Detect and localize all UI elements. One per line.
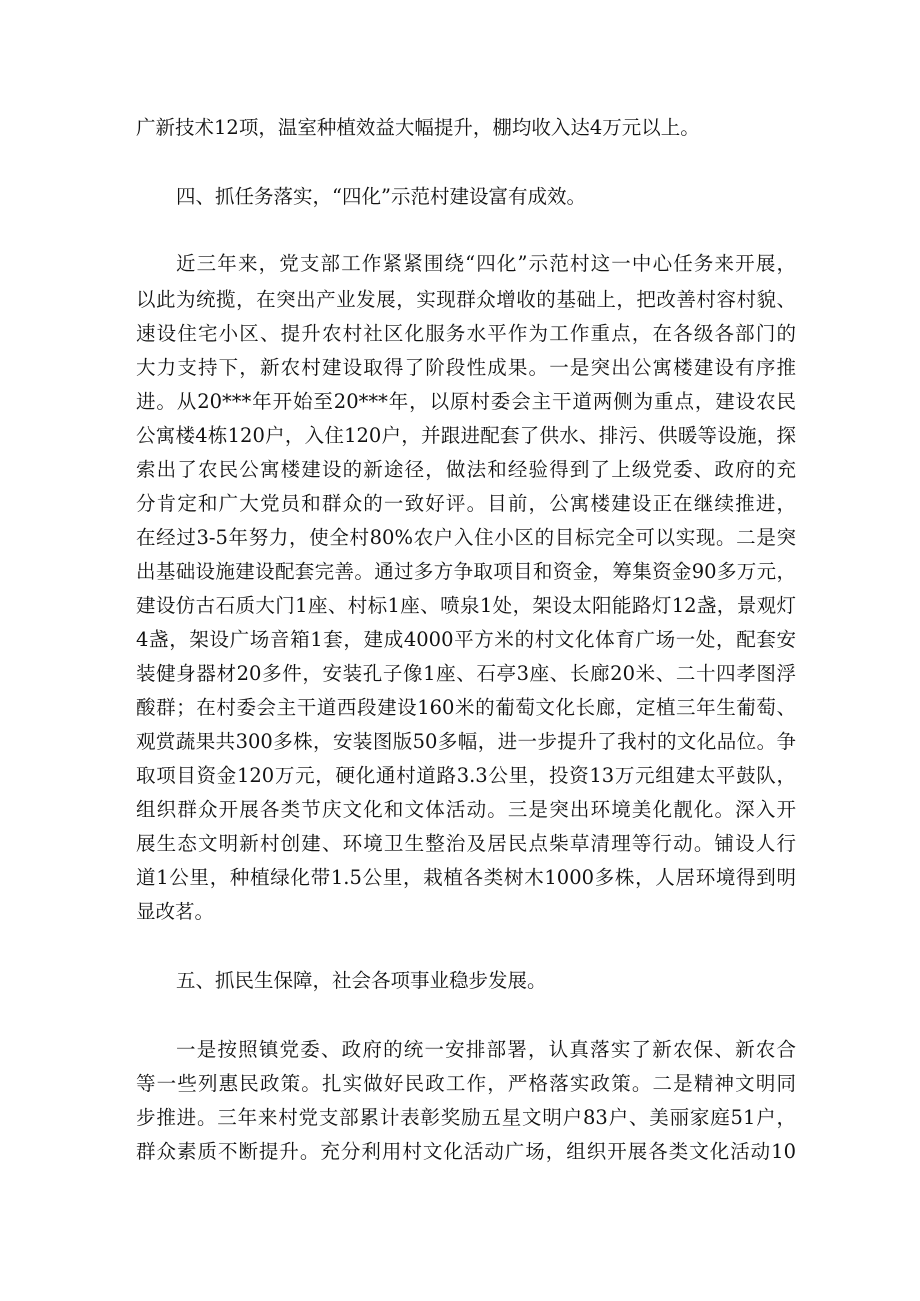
section-heading-5: 五、抓民生保障，社会各项事业稳步发展。 [176,969,547,992]
body-text-line: 在经过3-5年努力，使全村80%农户入住小区的目标完全可以实现。二是突 [136,526,796,549]
section-heading-4: 四、抓任务落实，“四化”示范村建设富有成效。 [176,185,586,208]
body-text-line: 等一些列惠民政策。扎实做好民政工作，严格落实政策。二是精神文明同 [136,1072,796,1095]
body-text-line: 分肯定和广大党员和群众的一致好评。目前，公寓楼建设正在继续推进， [136,492,796,515]
body-text-line: 以此为统揽，在突出产业发展，实现群众增收的基础上，把改善村容村貌、 [136,288,796,311]
body-text-line: 索出了农民公寓楼建设的新途径，做法和经验得到了上级党委、政府的充 [136,458,796,481]
body-text-line: 一是按照镇党委、政府的统一安排部署，认真落实了新农保、新农合 [176,1038,796,1061]
body-text-line: 群众素质不断提升。充分利用村文化活动广场，组织开展各类文化活动10 [136,1140,796,1163]
body-text-line: 广新技术12项，温室种植效益大幅提升，棚均收入达4万元以上。 [136,116,700,139]
body-text-line: 道1公里，种植绿化带1.5公里，栽植各类树木1000多株，人居环境得到明 [136,866,796,889]
body-text-line: 步推进。三年来村党支部累计表彰奖励五星文明户83户、美丽家庭51户， [136,1106,796,1129]
body-text-line: 展生态文明新村创建、环境卫生整治及居民点柴草清理等行动。铺设人行 [136,832,796,855]
body-text-line: 装健身器材20多件，安装孔子像1座、石亭3座、长廊20米、二十四孝图浮 [136,662,796,685]
body-text-line: 公寓楼4栋120户，入住120户，并跟进配套了供水、排污、供暖等设施，探 [136,424,796,447]
body-text-line: 观赏蔬果共300多株，安装图版50多幅，进一步提升了我村的文化品位。争 [136,730,796,753]
body-text-line: 显改茗。 [136,900,215,923]
body-text-line: 组织群众开展各类节庆文化和文体活动。三是突出环境美化靓化。深入开 [136,798,796,821]
body-text-line: 出基础设施建设配套完善。通过多方争取项目和资金，筹集资金90多万元， [136,560,796,583]
body-text-line: 酸群；在村委会主干道西段建设160米的葡萄文化长廊，定植三年生葡萄、 [136,696,796,719]
body-text-line: 大力支持下，新农村建设取得了阶段性成果。一是突出公寓楼建设有序推 [136,356,796,379]
body-text-line: 近三年来，党支部工作紧紧围绕“四化”示范村这一中心任务来开展， [176,252,796,275]
body-text-line: 取项目资金120万元，硬化通村道路3.3公里，投资13万元组建太平鼓队， [136,764,796,787]
body-text-line: 建设仿古石质大门1座、村标1座、喷泉1处，架设太阳能路灯12盏，景观灯 [136,594,796,617]
body-text-line: 4盏，架设广场音箱1套，建成4000平方米的村文化体育广场一处，配套安 [136,628,796,651]
body-text-line: 速设住宅小区、提升农村社区化服务水平作为工作重点，在各级各部门的 [136,322,796,345]
body-text-line: 进。从20***年开始至20***年，以原村委会主干道两侧为重点，建设农民 [136,390,796,413]
